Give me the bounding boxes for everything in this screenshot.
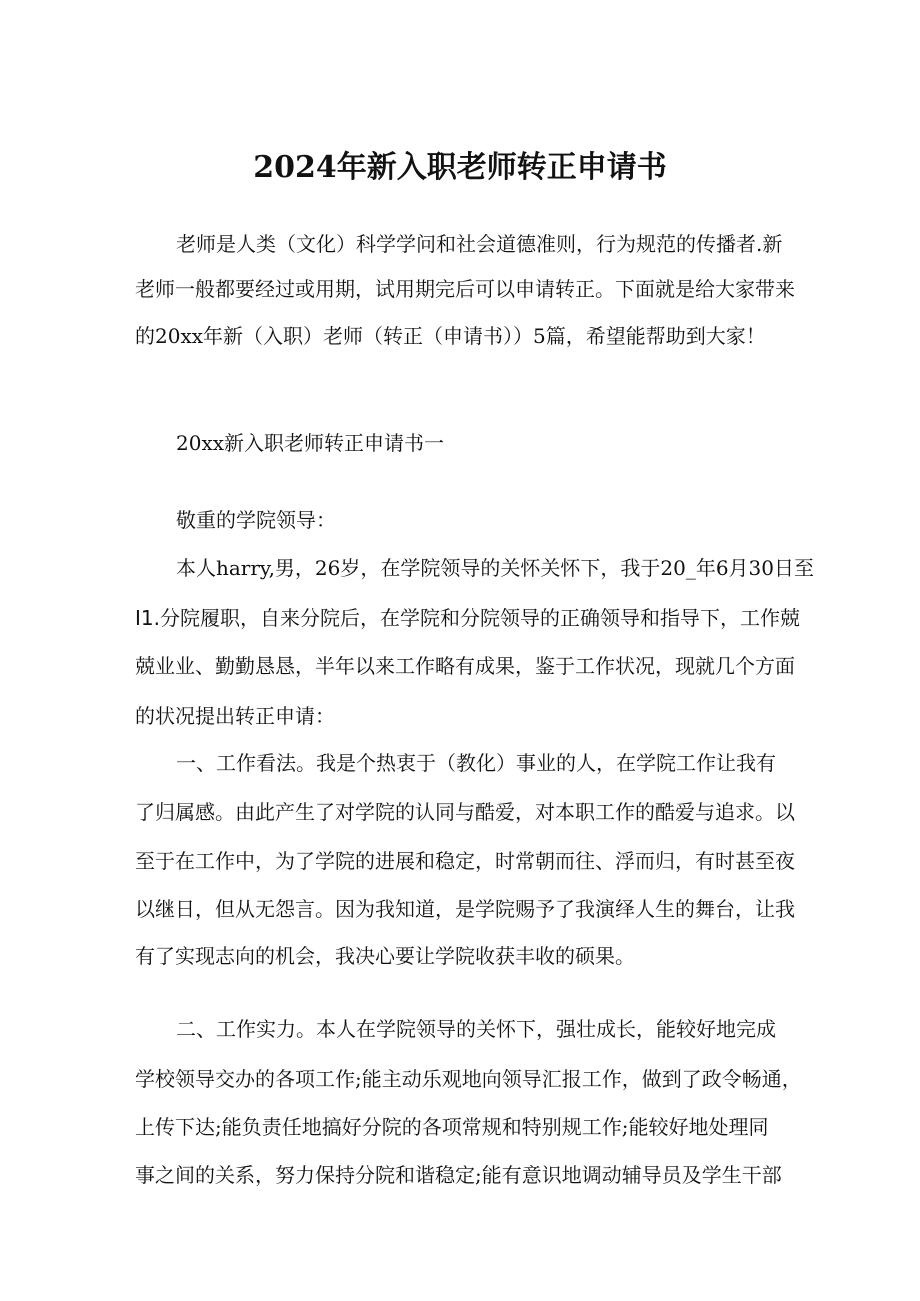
intro-line-3: 的20xx年新（入职）老师（转正（申请书））5篇，希望能帮助到大家！ [135, 324, 766, 348]
p3-line-1: 二、工作实力。本人在学院领导的关怀下，强壮成长，能较好地完成 [176, 1017, 776, 1041]
p3-line-2: 学校领导交办的各项工作;能主动乐观地向领导汇报工作，做到了政令畅通， [135, 1067, 802, 1091]
intro-line-1: 老师是人类（文化）科学学问和社会道德准则，行为规范的传播者.新 [176, 232, 783, 256]
p2-line-1: 一、工作看法。我是个热衷于（教化）事业的人，在学院工作让我有 [176, 751, 776, 775]
p2-line-5: 有了实现志向的机会，我决心要让学院收获丰收的硕果。 [135, 944, 635, 968]
p1-line-2-rest: 分院履职，自来分院后，在学院和分院领导的正确领导和指导下，工作兢 [159, 606, 800, 630]
p2-line-4: 以继日，但从无怨言。因为我知道，是学院赐予了我演绎人生的舞台，让我 [135, 897, 795, 921]
intro-line-2: 老师一般都要经过或用期，试用期完后可以申请转正。下面就是给大家带来 [135, 277, 795, 301]
document-title: 2024年新入职老师转正申请书 [253, 150, 667, 185]
highlighted-text: I1. [135, 603, 160, 633]
p3-line-4: 事之间的关系，努力保持分院和谐稳定;能有意识地调动辅导员及学生干部 [135, 1163, 782, 1187]
p1-line-3: 兢业业、勤勤恳恳，半年以来工作略有成果，鉴于工作状况，现就几个方面 [135, 654, 795, 678]
section-title: 20xx新入职老师转正申请书一 [176, 431, 445, 455]
p1-line-2 [0, 603, 920, 633]
salutation: 敬重的学院领导： [176, 508, 336, 532]
p2-line-2: 了归属感。由此产生了对学院的认同与酷爱，对本职工作的酷爱与追求。以 [135, 800, 795, 824]
p3-line-3: 上传下达;能负责任地搞好分院的各项常规和特别规工作;能较好地处理同 [135, 1115, 769, 1139]
p1-line-1: 本人harry,男，26岁，在学院领导的关怀关怀下，我于20_年6月30日至 [176, 556, 814, 580]
p2-line-3: 至于在工作中，为了学院的进展和稳定，时常朝而往、浮而归，有时甚至夜 [135, 849, 795, 873]
p1-line-4: 的状况提出转正申请： [135, 704, 335, 728]
